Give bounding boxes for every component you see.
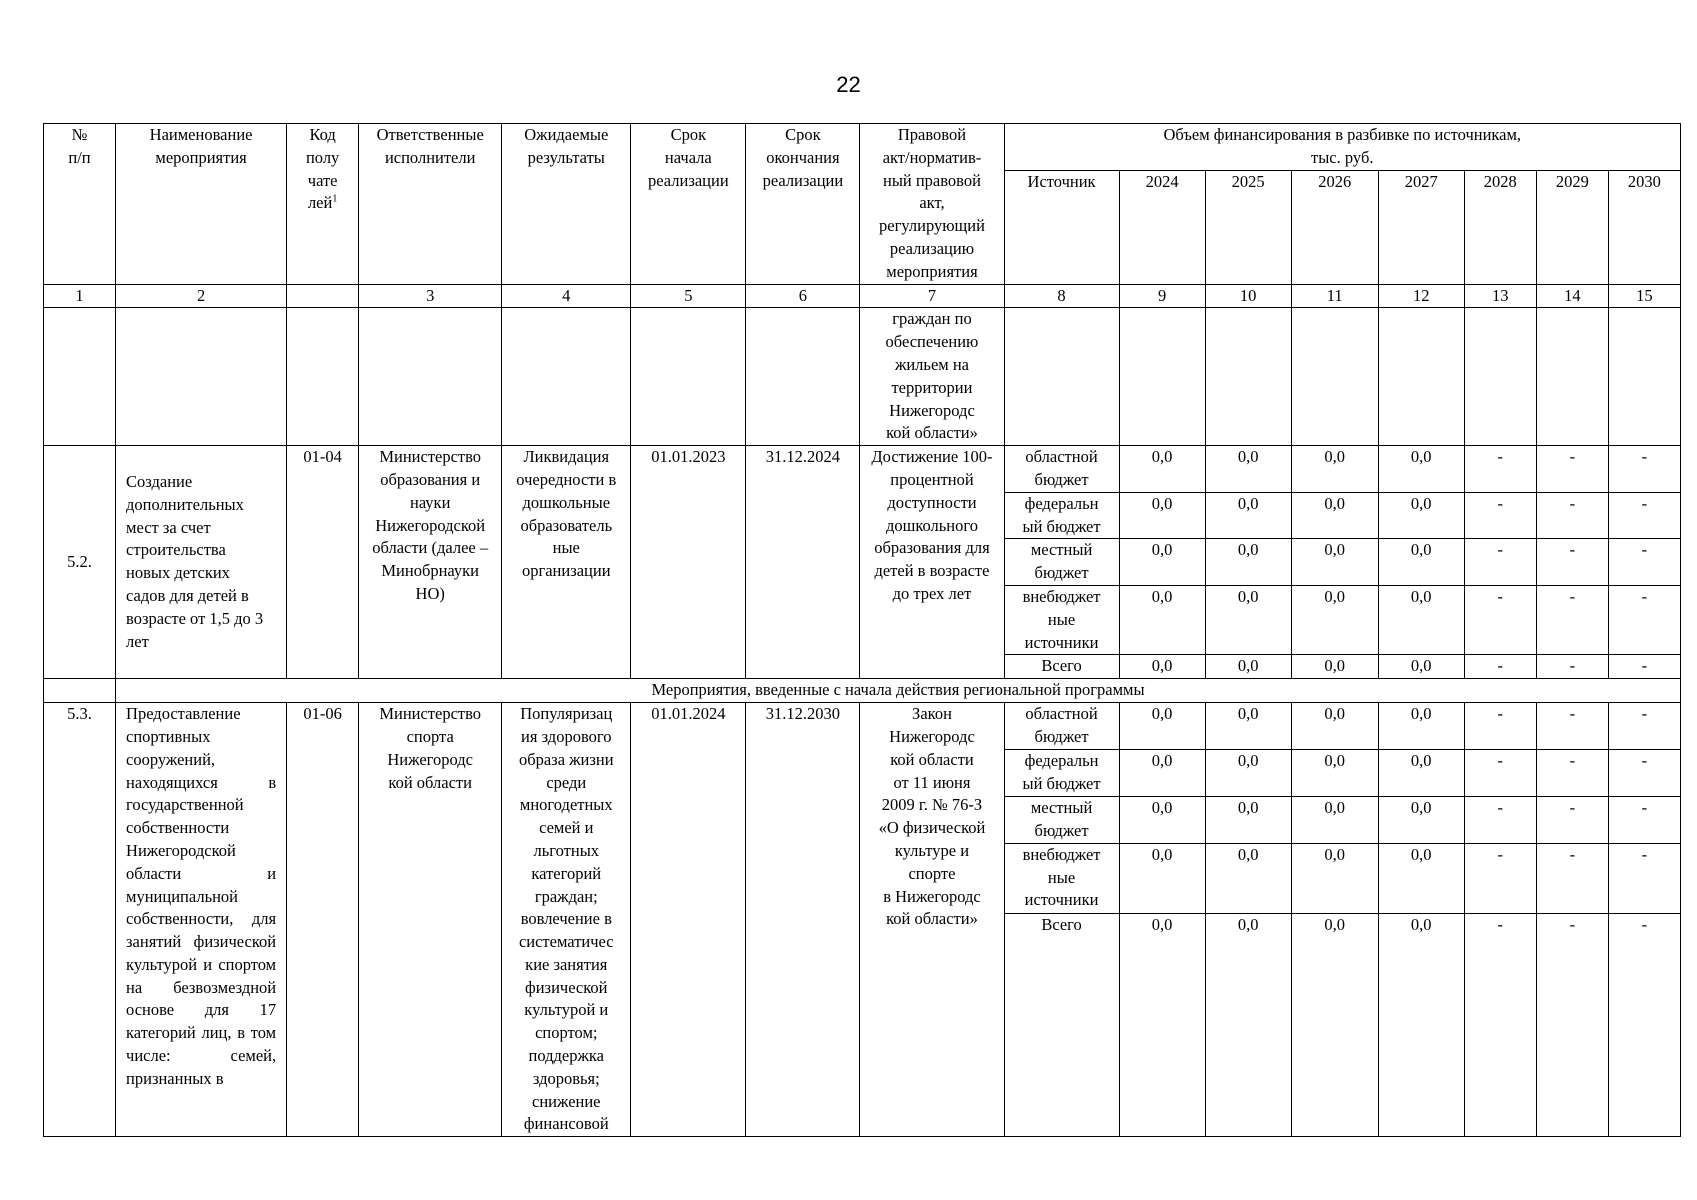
funding-value: 0,0 [1291, 446, 1378, 493]
funding-source-text: областной бюджет [1025, 447, 1098, 489]
header-year: 2024 [1119, 170, 1205, 284]
expected-results-text: Популяризац ия здорового образа жизни среди многодетных семей и льготных категорий граждан; вовлечение в систематичес кие занятия физической культурой и спортом; поддержка здоровья; снижение финансовой [518, 704, 614, 1134]
header-row-top [44, 124, 1681, 171]
funding-value: - [1608, 446, 1680, 493]
funding-value: - [1608, 750, 1680, 797]
end-date [746, 446, 860, 679]
activity-number [44, 703, 116, 1137]
continuation-row [44, 308, 1681, 446]
funding-source-text: Всего [1041, 656, 1082, 676]
funding-source-text: областной бюджет [1025, 704, 1098, 746]
start-date [631, 703, 746, 1137]
funding-value: 0,0 [1119, 539, 1205, 586]
responsible-executors-text: Министерство спорта Нижегородс кой области [379, 704, 482, 792]
funding-value: - [1464, 796, 1536, 843]
column-number: 7 [860, 284, 1004, 308]
empty-cell [502, 308, 631, 446]
funding-value: 0,0 [1291, 913, 1378, 1137]
header-expected: Ожидаемые результаты [502, 124, 631, 285]
activity-name [116, 703, 287, 1137]
funding-source [1004, 796, 1119, 843]
funding-value: - [1536, 843, 1608, 913]
funding-value: 0,0 [1119, 446, 1205, 493]
funding-value: 0,0 [1378, 913, 1464, 1137]
funding-value: - [1464, 750, 1536, 797]
responsible-executors [359, 703, 502, 1137]
column-number: 1 [44, 284, 116, 308]
header-name: Наименование мероприятия [116, 124, 287, 285]
funding-value: - [1464, 843, 1536, 913]
funding-source-text: Всего [1041, 914, 1082, 934]
funding-value: 0,0 [1205, 703, 1291, 750]
funding-value: - [1608, 913, 1680, 1137]
header-funding: Объем финансирования в разбивке по источникам, тыс. руб. [1004, 124, 1680, 171]
funding-value: 0,0 [1378, 655, 1464, 679]
empty-cell [1004, 308, 1119, 446]
funding-value: 0,0 [1378, 539, 1464, 586]
activity-number-text: 5.2. [67, 551, 92, 571]
expected-results [502, 446, 631, 679]
column-number: 9 [1119, 284, 1205, 308]
funding-source-text: федеральн ый бюджет [1022, 493, 1101, 536]
funding-value: 0,0 [1119, 750, 1205, 797]
funding-value: 0,0 [1291, 843, 1378, 913]
funding-value: - [1536, 750, 1608, 797]
funding-value: - [1536, 585, 1608, 654]
column-number: 11 [1291, 284, 1378, 308]
header-code: Код полу чате лей$^1$ [287, 124, 359, 285]
header-year: 2027 [1378, 170, 1464, 284]
legal-act-text: Закон Нижегородс кой области от 11 июня 2009 г. № 76-З «О физической культуре и спорте в Нижегородс кой области» [878, 704, 986, 929]
activity-name [116, 446, 287, 679]
funding-value: - [1464, 492, 1536, 539]
funding-value: - [1464, 655, 1536, 679]
funding-value: 0,0 [1119, 492, 1205, 539]
header-legal: Правовой акт/норматив- ный правовой акт, регулирующий реализацию мероприятия [860, 124, 1004, 285]
funding-value: 0,0 [1378, 843, 1464, 913]
activity-name-text: Создание дополнительных мест за счет строительства новых детских садов для детей в возрасте от 1,5 до 3 лет [126, 471, 264, 651]
section-row [44, 679, 1681, 703]
empty-cell [44, 308, 116, 446]
start-date-text: 01.01.2023 [651, 447, 726, 467]
end-date [746, 703, 860, 1137]
header-end: Срок окончания реализации [746, 124, 860, 285]
header-num: № п/п [44, 124, 116, 285]
column-number: 13 [1464, 284, 1536, 308]
column-number [287, 284, 359, 308]
recipient-code [287, 446, 359, 679]
page-number: 22 [836, 72, 861, 97]
section-title: Мероприятия, введенные с начала действия региональной программы [116, 679, 1681, 703]
column-number-row [44, 284, 1681, 308]
funding-value: - [1608, 492, 1680, 539]
funding-value: 0,0 [1378, 750, 1464, 797]
funding-value: 0,0 [1291, 703, 1378, 750]
funding-row [44, 703, 1681, 750]
funding-value: 0,0 [1291, 585, 1378, 654]
funding-value: - [1536, 446, 1608, 493]
funding-value: - [1536, 655, 1608, 679]
responsible-executors [359, 446, 502, 679]
funding-value: - [1464, 539, 1536, 586]
column-number: 2 [116, 284, 287, 308]
activity-name-text: Предоставление спортивных сооружений, находящихся в государственной собственности Нижегородской области и муниципальной собственности, для занятий физической культурой и спортом на безвозмездной основе для 17 категорий лиц, в том числе: семей, признанных в [126, 704, 277, 1088]
funding-value: - [1608, 585, 1680, 654]
column-number: 14 [1536, 284, 1608, 308]
funding-row [44, 446, 1681, 493]
funding-source [1004, 843, 1119, 913]
legal-act [860, 446, 1004, 679]
funding-source [1004, 750, 1119, 797]
activity-number-text: 5.3. [67, 704, 92, 724]
continued-legal-act: граждан по обеспечению жильем на территории Нижегородс кой области» [860, 308, 1004, 446]
funding-value: 0,0 [1291, 539, 1378, 586]
funding-source-text: местный бюджет [1030, 797, 1093, 840]
empty-cell [1378, 308, 1464, 446]
funding-value: 0,0 [1119, 703, 1205, 750]
expected-results [502, 703, 631, 1137]
funding-source [1004, 539, 1119, 586]
header-year: 2026 [1291, 170, 1378, 284]
header-year: 2028 [1464, 170, 1536, 284]
funding-source [1004, 703, 1119, 750]
funding-source-text: местный бюджет [1030, 540, 1093, 583]
funding-value: 0,0 [1119, 913, 1205, 1137]
end-date-text: 31.12.2030 [765, 704, 841, 724]
funding-value: 0,0 [1378, 796, 1464, 843]
funding-value: - [1536, 539, 1608, 586]
empty-cell [631, 308, 746, 446]
start-date-text: 01.01.2024 [651, 704, 726, 724]
legal-act [860, 703, 1004, 1137]
funding-value: 0,0 [1119, 585, 1205, 654]
column-number: 8 [1004, 284, 1119, 308]
funding-value: 0,0 [1205, 539, 1291, 586]
funding-value: 0,0 [1205, 796, 1291, 843]
funding-value: 0,0 [1205, 843, 1291, 913]
funding-source [1004, 655, 1119, 679]
column-number: 12 [1378, 284, 1464, 308]
funding-value: - [1536, 796, 1608, 843]
recipient-code-text: 01-04 [303, 447, 342, 467]
funding-value: - [1464, 585, 1536, 654]
header-year: 2030 [1608, 170, 1680, 284]
activity-number [44, 446, 116, 679]
funding-value: - [1608, 843, 1680, 913]
header-source: Источник [1004, 170, 1119, 284]
funding-value: 0,0 [1291, 492, 1378, 539]
start-date [631, 446, 746, 679]
header-year: 2029 [1536, 170, 1608, 284]
funding-value: 0,0 [1291, 655, 1378, 679]
funding-value: 0,0 [1205, 446, 1291, 493]
recipient-code-text: 01-06 [303, 704, 342, 724]
funding-value: - [1464, 913, 1536, 1137]
legal-act-text: Достижение 100- процентной доступности дошкольного образования для детей в возрасте до трех лет [871, 447, 993, 603]
column-number: 6 [746, 284, 860, 308]
responsible-executors-text: Министерство образования и науки Нижегородской области (далее – Минобрнауки НО) [372, 447, 489, 603]
end-date-text: 31.12.2024 [765, 447, 841, 467]
funding-value: 0,0 [1378, 585, 1464, 654]
empty-cell [746, 308, 860, 446]
funding-value: 0,0 [1378, 492, 1464, 539]
funding-value: 0,0 [1291, 750, 1378, 797]
empty-cell [1608, 308, 1680, 446]
column-number: 4 [502, 284, 631, 308]
funding-value: 0,0 [1291, 796, 1378, 843]
funding-value: 0,0 [1119, 843, 1205, 913]
empty-cell [44, 679, 116, 703]
empty-cell [1536, 308, 1608, 446]
funding-value: 0,0 [1378, 703, 1464, 750]
funding-source-text: внебюджет ные источники [1022, 586, 1101, 652]
empty-cell [116, 308, 287, 446]
header-year: 2025 [1205, 170, 1291, 284]
empty-cell [1205, 308, 1291, 446]
funding-value: 0,0 [1205, 585, 1291, 654]
footnote-marker: 1 [332, 193, 338, 205]
funding-value: - [1608, 539, 1680, 586]
program-activities-table [43, 123, 1681, 1137]
funding-value: 0,0 [1205, 655, 1291, 679]
column-number: 15 [1608, 284, 1680, 308]
header-responsible: Ответственные исполнители [359, 124, 502, 285]
funding-value: - [1536, 492, 1608, 539]
empty-cell [1119, 308, 1205, 446]
funding-value: 0,0 [1205, 750, 1291, 797]
funding-value: - [1464, 446, 1536, 493]
empty-cell [1291, 308, 1378, 446]
funding-value: - [1608, 796, 1680, 843]
funding-source [1004, 913, 1119, 1137]
funding-source [1004, 492, 1119, 539]
empty-cell [1464, 308, 1536, 446]
funding-source [1004, 446, 1119, 493]
funding-value: 0,0 [1378, 446, 1464, 493]
header-start: Срок начала реализации [631, 124, 746, 285]
empty-cell [287, 308, 359, 446]
recipient-code [287, 703, 359, 1137]
column-number: 10 [1205, 284, 1291, 308]
funding-value: - [1464, 703, 1536, 750]
funding-value: 0,0 [1205, 492, 1291, 539]
funding-value: - [1608, 655, 1680, 679]
funding-value: - [1608, 703, 1680, 750]
funding-source-text: внебюджет ные источники [1022, 844, 1101, 910]
funding-value: - [1536, 913, 1608, 1137]
funding-value: 0,0 [1119, 655, 1205, 679]
funding-value: 0,0 [1205, 913, 1291, 1137]
column-number: 3 [359, 284, 502, 308]
funding-source-text: федеральн ый бюджет [1022, 751, 1101, 793]
funding-value: - [1536, 703, 1608, 750]
funding-source [1004, 585, 1119, 654]
empty-cell [359, 308, 502, 446]
expected-results-text: Ликвидация очередности в дошкольные образователь ные организации [516, 447, 617, 581]
column-number: 5 [631, 284, 746, 308]
funding-value: 0,0 [1119, 796, 1205, 843]
